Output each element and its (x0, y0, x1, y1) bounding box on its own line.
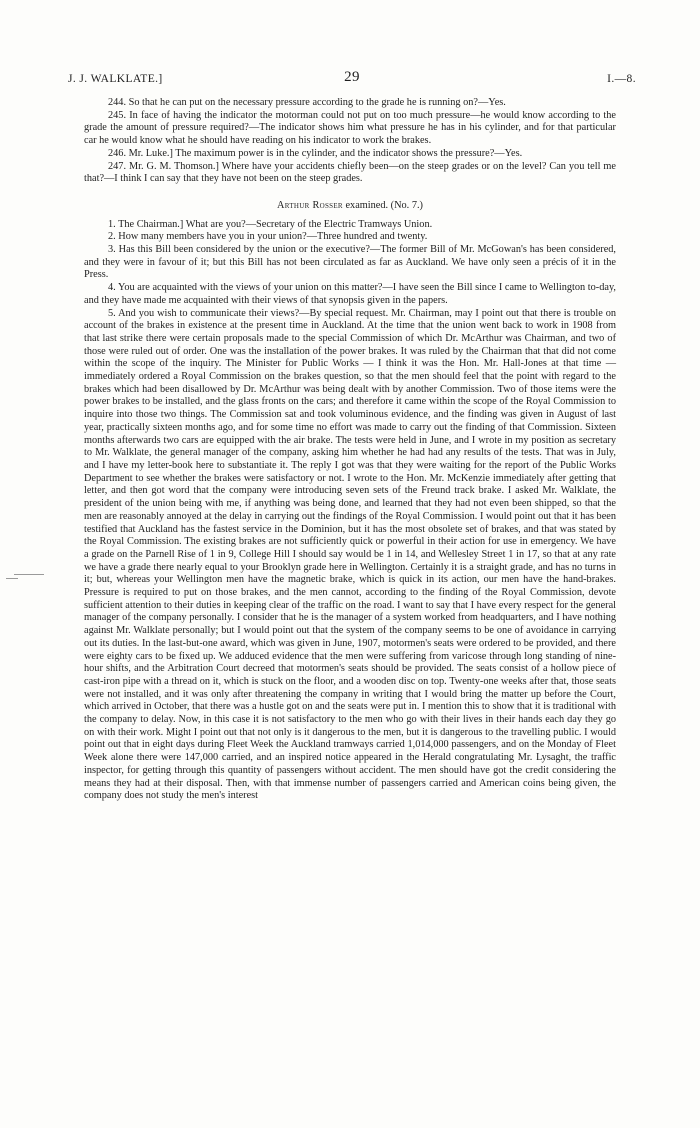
question-2: 2. How many members have you in your union?—Three hundred and twenty. (108, 231, 428, 243)
header-witness-name: J. J. WALKLATE.] (68, 73, 163, 85)
page-header (68, 69, 636, 91)
question-1: 1. The Chairman.] What are you?—Secretary of the Electric Tramways Union. (108, 218, 433, 230)
document-body (84, 97, 616, 803)
page-number: 29 (344, 69, 360, 85)
witness-name: Arthur Rosser (277, 199, 343, 211)
witness-heading-rest: examined. (No. 7.) (342, 199, 423, 211)
question-246: 246. Mr. Luke.] The maximum power is in the cylinder, and the indicator shows the pressure?—Yes. (108, 147, 523, 159)
question-5: 5. And you wish to communicate their views?—By special request. Mr. Chairman, may I point out that there is trouble on account of the brakes in existence at the present time in Auckland. At the time that the union went back to work in 1908 from that last strike there were certain proposals made to the special Commission of which Dr. McArthur was Chairman, and two of those were ruled out of order. One was the installation of the power brakes. It was ruled by the Chairman that that did not come within the scope of the inquiry. The Minister for Public Works — I think it was the Hon. Mr. Hall-Jones at that time — immediately ordered a Royal Commission on the brakes question, so that the men should feel that the point with regard to the brakes which had been disallowed by Dr. McArthur was being dealt with by another Commission. Two of those items were the power brakes to be installed, and the glass fronts on the cars; and therefore it came within the scope of the Royal Commission to inquire into those two things. The Commission sat and took voluminous evidence, and the finding was given in August of last year, practically sixteen months ago, and for some time no effort was made to carry out the finding of that Commission. Sixteen months afterwards two cars are equipped with the air brake. The tests were held in June, and I wrote in my position as secretary to Mr. Walklate, the general manager of the company, asking him whether he had had any results of the tests. That was in July, and I have my letter-book here to substantiate it. The reply I got was that they were waiting for the report of the Public Works Department to see whether the brakes were satisfactory or not. I wrote to the Hon. Mr. McKenzie immediately after getting that letter, and then got word that the company were introducing seven sets of the Freund track brake. I asked Mr. Walklate, the president of the union being with me, if anything was being done, and learned that they had not even been shipped, so that the men are reasonably annoyed at the delay in carrying out the findings of the Royal Commission. I would point out that it has been testified that Auckland has the fastest service in the Dominion, but it has the most obsolete set of brakes, and that was stated by the Royal Commission. The existing brakes are not sufficiently quick or powerful in their action for use in emergency. We have a grade on the Parnell Rise of 1 in 9, College Hill I should say would be 1 in 14, and Wellesley Street 1 in 17, so that at any rate we have a grade there nearly equal to your Brooklyn grade here in Wellington. Certainly it is a straight grade, and has no turns in it; but, whereas your Wellington men have the magnetic brake, which is quick in its action, our men have the hand-brakes. Pressure is required to put on those brakes, and the men cannot, according to the finding of the Royal Commission, devote sufficient attention to their duties in keeping clear of the traffic on the road. I want to say that I have every respect for the general manager of the company personally. I consider that he is the manager of a system worked from headquarters, and I have nothing against Mr. Walklate personally; but I would point out that the system of the company seems to be one of avoidance in carrying out its duties. In the last-but-one award, which was given in June, 1907, motormen's seats were ordered to be provided, and there were eighty cars to be fixed up. We adduced evidence that the men were suffering from varicose through long standing of nine-hour shifts, and the Arbitration Court decreed that motormen's seats should be provided. The seats consist of a hollow piece of cast-iron pipe with a thread on it, which is stuck on the floor, and a wooden disc on top. Twenty-one weeks after that, those seats were not installed, and it was only after threatening the company in writing that I would bring the matter up before the Court, which arrived in October, that there was a hustle got on and the seats were put in. I mention this to show that it is traditional with the company to delay. Now, in this case it is not satisfactory to the men who go with their lives in their hands each day they go on with their work. Might I point out that not only is it dangerous to the men, but it is dangerous to the travelling public. I would point out that in eight days during Fleet Week the Auckland tramways carried 1,014,000 passengers, and on the Monday of Fleet Week alone there were 147,000 carried, and an inspired notice appeared in the Herald congratulating Mr. Lysaght, the traffic inspector, for getting through this quantity of passengers without accident. The men should have got the credit considering the means they had at their disposal. Then, with that immense number of passengers carried and American coins being given, the company does not study the men's interest (84, 307, 616, 802)
question-245: 245. In face of having the indicator the motorman could not put on too much pressure—he would know according to the grade the amount of pressure required?—The indicator shows him what pressure he has in his cylinder, and for that particular car he would know what he should have reading on his indicator to work the brakes. (84, 109, 616, 147)
margin-mark (6, 578, 18, 579)
question-247: 247. Mr. G. M. Thomson.] Where have your accidents chiefly been—on the steep grades or on the level? Can you tell me that?—I think I can say that they have not been on the steep grades. (84, 160, 616, 185)
witness-heading (84, 200, 616, 213)
margin-mark (14, 574, 44, 575)
question-244: 244. So that he can put on the necessary pressure according to the grade he is running on?—Yes. (108, 97, 506, 108)
paper-reference: I.—8. (607, 73, 636, 85)
question-4: 4. You are acquainted with the views of your union on this matter?—I have seen the Bill since I came to Wellington to-day, and they have made me acquainted with their views of that synopsis given in the papers. (84, 282, 616, 306)
question-3: 3. Has this Bill been considered by the union or the executive?—The former Bill of Mr. McGowan's has been considered, and they were in favour of it; but this Bill has not been circulated as far as Auckland. We have only seen a précis of it in the Press. (84, 244, 616, 281)
